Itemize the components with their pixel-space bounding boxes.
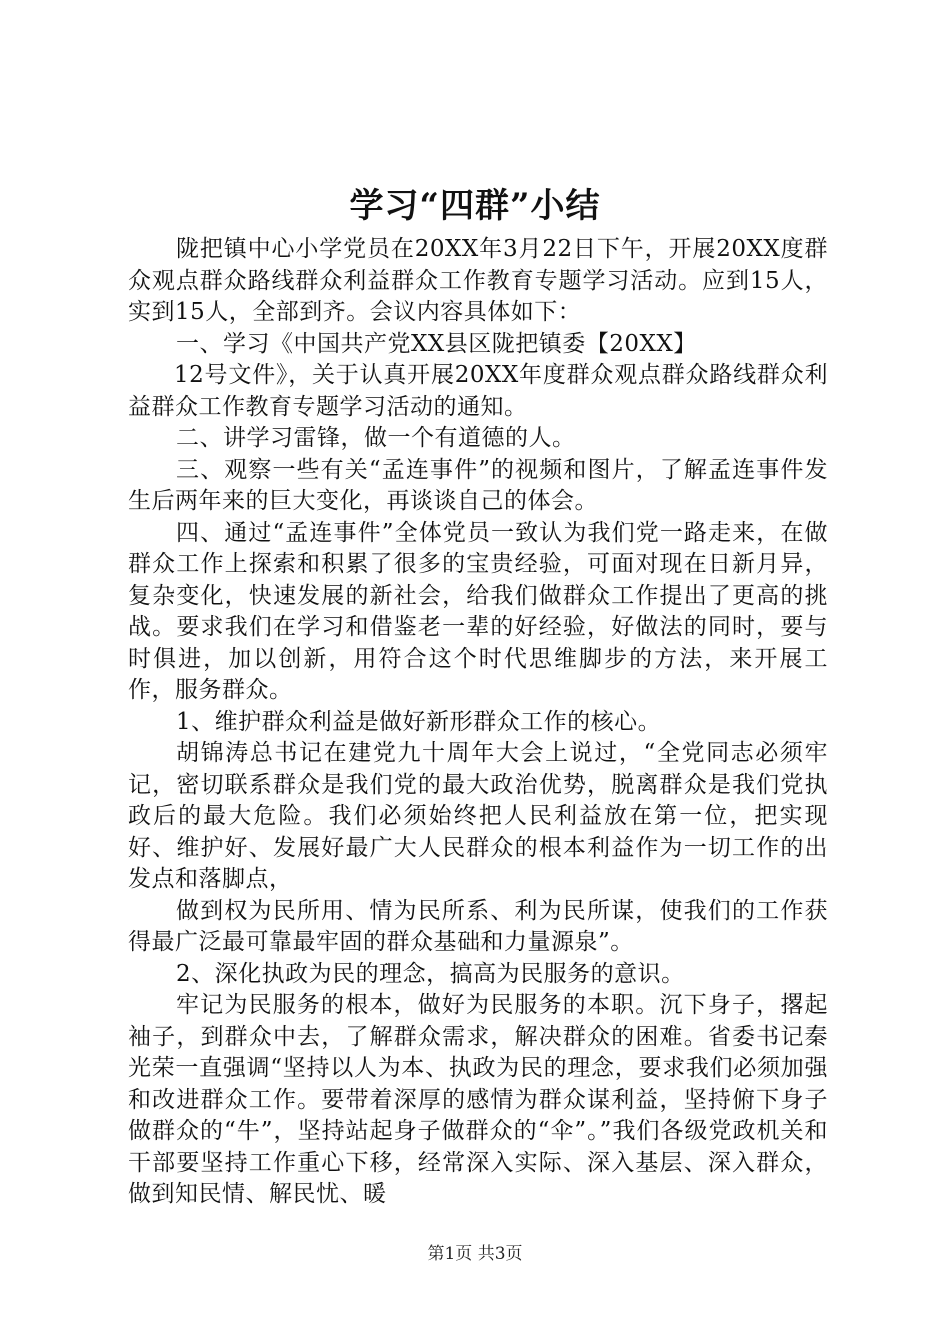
paragraph-intro: 陇把镇中心小学党员在20XX年3月22日下午，开展20XX度群众观点群众路线群众利益群众工作教育专题学习活动。应到15人，实到15人，全部到齐。会议内容具体如下： (128, 236, 828, 325)
document-title: 学习“四群”小结 (349, 186, 601, 226)
paragraph-quote-hu-continued: 做到权为民所用、情为民所系、利为民所谋，使我们的工作获得最广泛最可靠最牢固的群众基础和力量源泉”。 (128, 897, 828, 955)
paragraph-quote-hu: 胡锦涛总书记在建党九十周年大会上说过，“全党同志必须牢记，密切联系群众是我们党的最大政治优势，脱离群众是我们党执政后的最大危险。我们必须始终把人民利益放在第一位，把实现好、维护好、发展好最广大人民群众的根本利益作为一切工作的出发点和落脚点， (128, 740, 828, 892)
subheading-2: 2、深化执政为民的理念，搞高为民服务的意识。 (176, 960, 685, 987)
document-body (128, 234, 828, 1211)
paragraph-service: 牢记为民服务的根本，做好为民服务的本职。沉下身子，撂起袖子，到群众中去，了解群众需求，解决群众的困难。省委书记秦光荣一直强调“坚持以人为本、执政为民的理念，要求我们必须加强和改进群众工作。要带着深厚的感情为群众谋利益，坚持俯下身子做群众的“牛”，坚持站起身子做群众的“伞”。”我们各级党政机关和干部要坚持工作重心下移，经常深入实际、深入基层、深入群众，做到知民情、解民忧、暖 (128, 992, 828, 1207)
paragraph-item-1: 一、学习《中国共产党XX县区陇把镇委【20XX】 (176, 330, 697, 357)
paragraph-item-3: 三、观察一些有关“孟连事件”的视频和图片，了解孟连事件发生后两年来的巨大变化，再谈谈自己的体会。 (128, 456, 828, 514)
paragraph-item-1-continued: 12号文件》，关于认真开展20XX年度群众观点群众路线群众利益群众工作教育专题学习活动的通知。 (128, 362, 828, 420)
subheading-1: 1、维护群众利益是做好新形群众工作的核心。 (176, 708, 662, 735)
page-footer: 第1页 共3页 (427, 1244, 523, 1264)
paragraph-item-4: 四、通过“孟连事件”全体党员一致认为我们党一路走来，在做群众工作上探索和积累了很多的宝贵经验，可面对现在日新月异，复杂变化，快速发展的新社会，给我们做群众工作提出了更高的挑战。要求我们在学习和借鉴老一辈的好经验，好做法的同时，要与时俱进，加以创新，用符合这个时代思维脚步的方法，来开展工作，服务群众。 (128, 519, 828, 703)
paragraph-item-2: 二、讲学习雷锋，做一个有道德的人。 (176, 425, 576, 451)
